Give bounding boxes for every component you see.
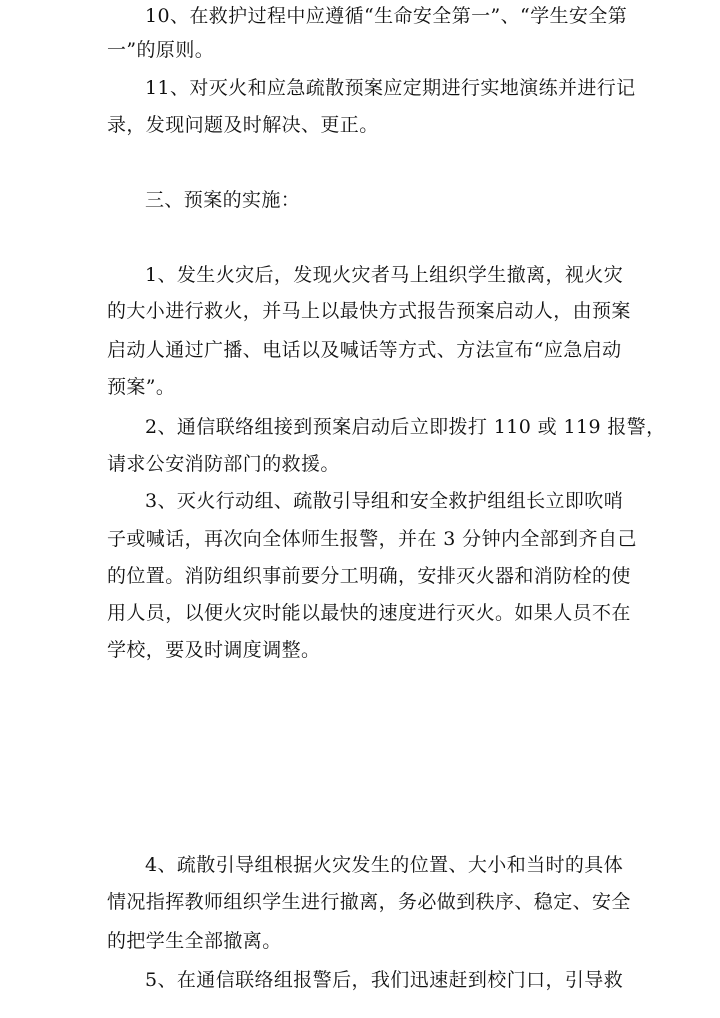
step-3-line-3: 的位置。消防组织事前要分工明确，安排灭火器和消防栓的使 [107, 565, 631, 587]
item-11-line-2: 录，发现问题及时解决、更正。 [107, 114, 379, 136]
step-3-line-4: 用人员，以便火灾时能以最快的速度进行灭火。如果人员不在 [107, 602, 631, 624]
step-5-line-1: 5、在通信联络组报警后，我们迅速赶到校门口，引导救 [145, 969, 624, 991]
step-1-line-3: 启动人通过广播、电话以及喊话等方式、方法宣布“应急启动 [107, 339, 622, 361]
item-11-line-1: 11、对灭火和应急疏散预案应定期进行实地演练并进行记 [145, 77, 636, 99]
step-3-line-5: 学校，要及时调度调整。 [107, 639, 321, 661]
step-4-line-2: 情况指挥教师组织学生进行撤离，务必做到秩序、稳定、安全 [107, 891, 631, 913]
step-1-line-1: 1、发生火灾后，发现火灾者马上组织学生撤离，视火灾 [145, 264, 624, 286]
item-10-line-2: 一”的原则。 [107, 39, 215, 61]
item-10-line-1: 10、在救护过程中应遵循“生命安全第一”、“学生安全第 [145, 5, 628, 27]
step-4-line-1: 4、疏散引导组根据火灾发生的位置、大小和当时的具体 [145, 854, 624, 876]
step-2-line-2: 请求公安消防部门的救援。 [107, 453, 340, 475]
step-1-line-4: 预案”。 [107, 376, 176, 398]
section-heading: 三、预案的实施： [145, 189, 301, 211]
step-3-line-2: 子或喊话，再次向全体师生报警，并在 3 分钟内全部到齐自己 [107, 528, 637, 550]
step-3-line-1: 3、灭火行动组、疏散引导组和安全救护组组长立即吹哨 [145, 490, 624, 512]
step-2-line-1: 2、通信联络组接到预案启动后立即拨打 110 或 119 报警， [145, 416, 666, 438]
step-1-line-2: 的大小进行救火，并马上以最快方式报告预案启动人，由预案 [107, 300, 631, 322]
step-4-line-3: 的把学生全部撤离。 [107, 930, 282, 952]
